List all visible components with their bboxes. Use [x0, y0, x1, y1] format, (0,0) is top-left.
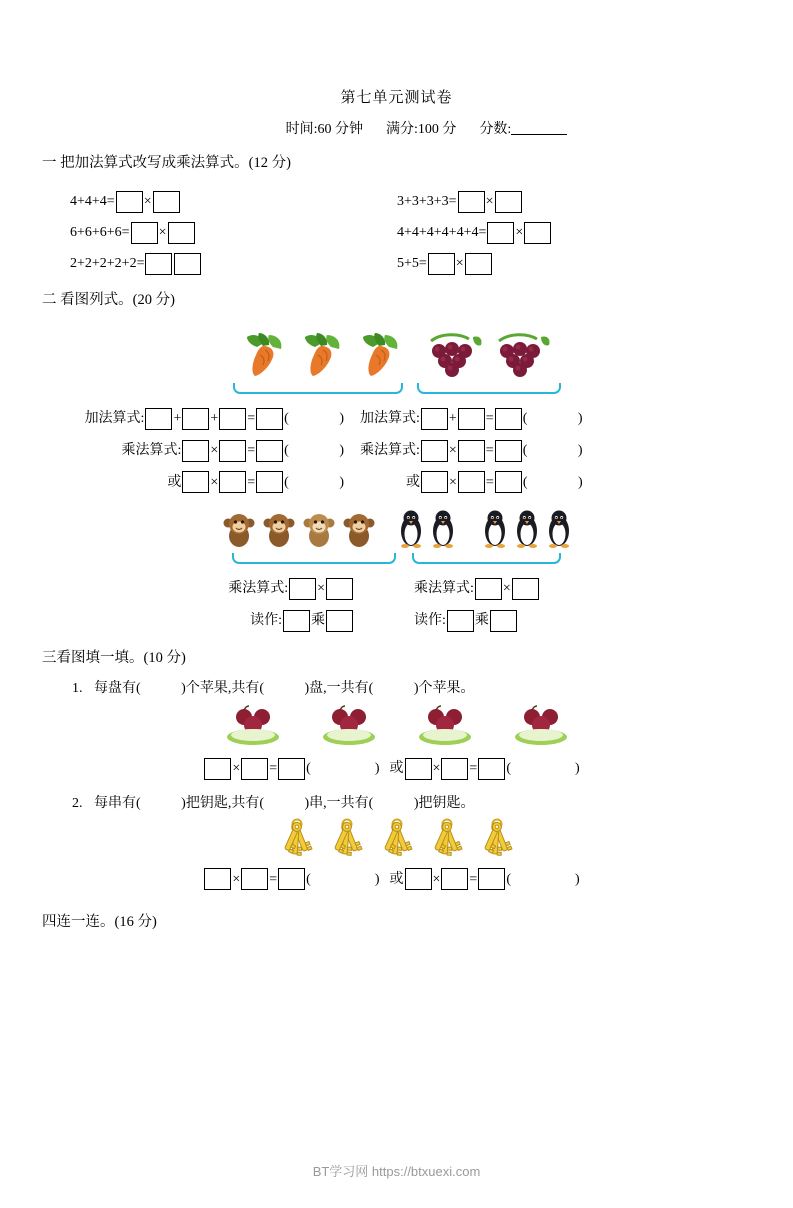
apple-equation-row [0, 757, 793, 780]
answer-box[interactable] [145, 253, 172, 275]
penguin-icon [398, 509, 424, 549]
multiplication-row-left [0, 577, 360, 600]
equation-row [70, 191, 397, 213]
carrot-icon [355, 331, 407, 379]
multiplication-row-right [360, 577, 750, 600]
answer-box[interactable] [153, 191, 180, 213]
group-brace-right [417, 383, 561, 394]
addition-label: 加法算式: [84, 411, 145, 426]
equation-row [70, 253, 397, 275]
equation-text: 3+3+3+3= [397, 194, 457, 210]
key-bunch-icon [274, 818, 320, 862]
equals-sign: = [485, 474, 494, 490]
addition-row-left [0, 407, 360, 430]
penguin-icon [514, 509, 540, 549]
group-brace-left [233, 383, 403, 394]
question-number: 2. [72, 795, 83, 811]
q1-part-3: )盘,一共有( [304, 680, 374, 696]
equals-sign: = [247, 411, 256, 426]
full-marks-label: 满分:100 分 [386, 122, 457, 137]
answer-box[interactable] [182, 471, 209, 493]
answer-box[interactable] [219, 440, 246, 462]
penguin-icon [482, 509, 508, 549]
read-as-label: 读作: [250, 613, 282, 629]
group-brace-left [232, 553, 396, 564]
q1-part-4: )个苹果。 [413, 680, 475, 696]
times-sign: × [485, 194, 494, 209]
section-three-heading: 三看图填一填。(10 分) [42, 649, 186, 666]
apple-plate-icon [414, 703, 476, 749]
answer-box[interactable] [458, 408, 485, 430]
time-label: 时间:60 分钟 [285, 122, 364, 137]
equals-sign: = [247, 474, 256, 490]
times-sign: × [449, 474, 457, 490]
q2-part-4: )把钥匙。 [413, 795, 475, 811]
answer-box[interactable] [421, 440, 448, 462]
monkey-penguin-picture-group [0, 507, 793, 569]
or-label: 或 [167, 474, 182, 490]
multiplication-row-right [360, 439, 750, 462]
section-one-body [42, 182, 793, 275]
multiplication-label: 乘法算式: [228, 581, 289, 597]
alt-multiplication-row-left [0, 471, 360, 494]
answer-box[interactable] [478, 868, 505, 890]
equals-sign: = [485, 411, 494, 426]
equation-text: 2+2+2+2+2= [70, 256, 145, 272]
equals-sign: = [247, 442, 256, 458]
paren-blank[interactable]: ( ) [506, 871, 590, 887]
equation-row [397, 191, 777, 213]
equation-text: 4+4+4+4+4+4= [397, 225, 487, 241]
times-sign: × [432, 760, 441, 776]
answer-box[interactable] [204, 758, 231, 780]
answer-box[interactable] [278, 758, 305, 780]
times-sign: × [232, 871, 241, 887]
answer-box[interactable] [182, 408, 209, 430]
answer-box[interactable] [458, 471, 485, 493]
monkey-icon [302, 509, 336, 549]
multiplication-label: 乘法算式: [121, 442, 182, 458]
answer-box[interactable] [458, 191, 485, 213]
answer-box[interactable] [278, 868, 305, 890]
picture-row-carrot-grape [0, 321, 793, 379]
paren-blank[interactable]: ( ) [284, 474, 354, 490]
read-mid-label: 乘 [311, 613, 325, 629]
answer-box[interactable] [256, 440, 283, 462]
answer-box[interactable] [131, 222, 158, 244]
section-one-heading: 一 把加法算式改写成乘法算式。(12 分) [42, 155, 291, 171]
answer-box[interactable] [256, 471, 283, 493]
footer-watermark: BT学习网 https://btxuexi.com [312, 1164, 481, 1179]
answer-box[interactable] [219, 408, 246, 430]
answer-box[interactable] [495, 191, 522, 213]
apple-plate-icon [222, 703, 284, 749]
answer-box[interactable] [405, 758, 432, 780]
answer-box[interactable] [495, 408, 522, 430]
answer-box[interactable] [458, 440, 485, 462]
answer-box[interactable] [447, 610, 474, 632]
equals-sign: = [269, 760, 278, 776]
key-bunch-icon [474, 818, 520, 862]
plus-sign: + [173, 411, 182, 426]
equation-row [397, 253, 777, 275]
answer-box[interactable] [512, 578, 539, 600]
answer-box[interactable] [204, 868, 231, 890]
answer-box[interactable] [465, 253, 492, 275]
score-blank[interactable] [511, 120, 567, 135]
equation-row [70, 222, 397, 244]
answer-box[interactable] [256, 408, 283, 430]
answer-box[interactable] [487, 222, 514, 244]
answer-box[interactable] [241, 758, 268, 780]
question-3-1 [72, 677, 793, 697]
question-number: 1. [72, 680, 83, 696]
answer-box[interactable] [219, 471, 246, 493]
group-brace-right [412, 553, 561, 564]
q2-part-2: )把钥匙,共有( [181, 795, 264, 811]
penguin-icon [430, 509, 456, 549]
answer-box[interactable] [116, 191, 143, 213]
read-as-row-right [360, 609, 750, 632]
grape-icon [493, 331, 555, 379]
question-3-2 [72, 792, 793, 812]
apple-plate-icon [318, 703, 380, 749]
answer-box[interactable] [421, 408, 448, 430]
carrot-icon [297, 331, 349, 379]
multiplication-row-left [0, 439, 360, 462]
plus-sign: + [210, 411, 219, 426]
paren-blank[interactable]: ( ) [284, 411, 354, 426]
apple-plates-picture [0, 703, 793, 749]
read-mid-label: 乘 [474, 613, 489, 629]
addition-label: 加法算式: [360, 411, 420, 426]
answer-box[interactable] [145, 408, 172, 430]
answer-box[interactable] [174, 253, 201, 275]
answer-box[interactable] [283, 610, 310, 632]
paren-blank[interactable]: ( ) [306, 760, 390, 776]
paren-blank[interactable]: ( ) [522, 411, 593, 426]
monkey-penguin-answers [0, 577, 793, 632]
equals-sign: = [485, 442, 494, 458]
times-sign: × [158, 225, 167, 240]
penguin-icon [546, 509, 572, 549]
key-bunch-icon [324, 818, 370, 862]
key-equation-row [0, 868, 793, 891]
answer-box[interactable] [495, 440, 522, 462]
answer-box[interactable] [405, 868, 432, 890]
score-label: 分数: [479, 122, 512, 137]
answer-box[interactable] [326, 610, 353, 632]
equation-row [397, 222, 777, 244]
paren-blank[interactable]: ( ) [284, 442, 354, 458]
answer-box[interactable] [241, 868, 268, 890]
equation-text: 5+5= [397, 256, 427, 272]
apple-plate-icon [510, 703, 572, 749]
times-sign: × [515, 225, 524, 240]
key-bunch-icon [424, 818, 470, 862]
answer-box[interactable] [495, 471, 522, 493]
equation-text: 6+6+6+6= [70, 225, 130, 241]
times-sign: × [232, 760, 241, 776]
answer-box[interactable] [168, 222, 195, 244]
multiplication-label: 乘法算式: [360, 442, 420, 458]
q2-part-3: )串,一共有( [304, 795, 374, 811]
grape-icon [425, 331, 487, 379]
equals-sign: = [469, 871, 478, 887]
monkey-icon [222, 509, 256, 549]
times-sign: × [210, 442, 219, 458]
answer-box[interactable] [441, 758, 468, 780]
equals-sign: = [269, 871, 278, 887]
multiplication-label: 乘法算式: [414, 581, 474, 597]
carrots-grapes-picture-group [0, 321, 793, 399]
section-two-heading: 二 看图列式。(20 分) [42, 292, 175, 308]
answer-box[interactable] [421, 471, 448, 493]
times-sign: × [210, 474, 219, 490]
answer-box[interactable] [524, 222, 551, 244]
key-bunch-icon [374, 818, 420, 862]
worksheet-page [0, 86, 793, 1208]
times-sign: × [448, 442, 457, 458]
q1-part-1: 每盘有( [94, 680, 141, 696]
paren-blank[interactable]: ( ) [306, 871, 390, 887]
addition-row-right [360, 407, 750, 430]
carrot-icon [239, 331, 291, 379]
times-sign: × [317, 581, 325, 597]
plus-sign: + [448, 411, 457, 426]
page-title: 第七单元测试卷 [340, 90, 453, 106]
section-four-heading: 四连一连。(16 分) [42, 914, 157, 931]
times-sign: × [432, 871, 441, 887]
answer-box[interactable] [326, 578, 353, 600]
alt-multiplication-row-right [360, 471, 750, 494]
times-sign: × [502, 581, 511, 597]
answer-box[interactable] [289, 578, 316, 600]
or-label: 或 [406, 474, 420, 490]
answer-box[interactable] [441, 868, 468, 890]
times-sign: × [143, 194, 152, 209]
q2-part-1: 每串有( [94, 795, 141, 811]
carrot-grape-answers [0, 407, 793, 493]
key-bunches-picture [0, 818, 793, 862]
paren-blank[interactable]: ( ) [522, 442, 593, 458]
answer-box[interactable] [475, 578, 502, 600]
equation-text: 4+4+4= [70, 194, 115, 210]
monkey-icon [262, 509, 296, 549]
or-label: 或 [389, 871, 404, 887]
q1-part-2: )个苹果,共有( [181, 680, 264, 696]
or-label: 或 [389, 760, 404, 776]
monkey-icon [342, 509, 376, 549]
exam-meta [0, 118, 793, 138]
equals-sign: = [469, 760, 478, 776]
paren-blank[interactable]: ( ) [522, 474, 593, 490]
answer-box[interactable] [182, 440, 209, 462]
read-as-row-left [0, 609, 360, 632]
times-sign: × [455, 256, 464, 271]
read-as-label: 读作: [414, 613, 446, 629]
answer-box[interactable] [490, 610, 517, 632]
paren-blank[interactable]: ( ) [506, 760, 590, 776]
answer-box[interactable] [478, 758, 505, 780]
answer-box[interactable] [428, 253, 455, 275]
